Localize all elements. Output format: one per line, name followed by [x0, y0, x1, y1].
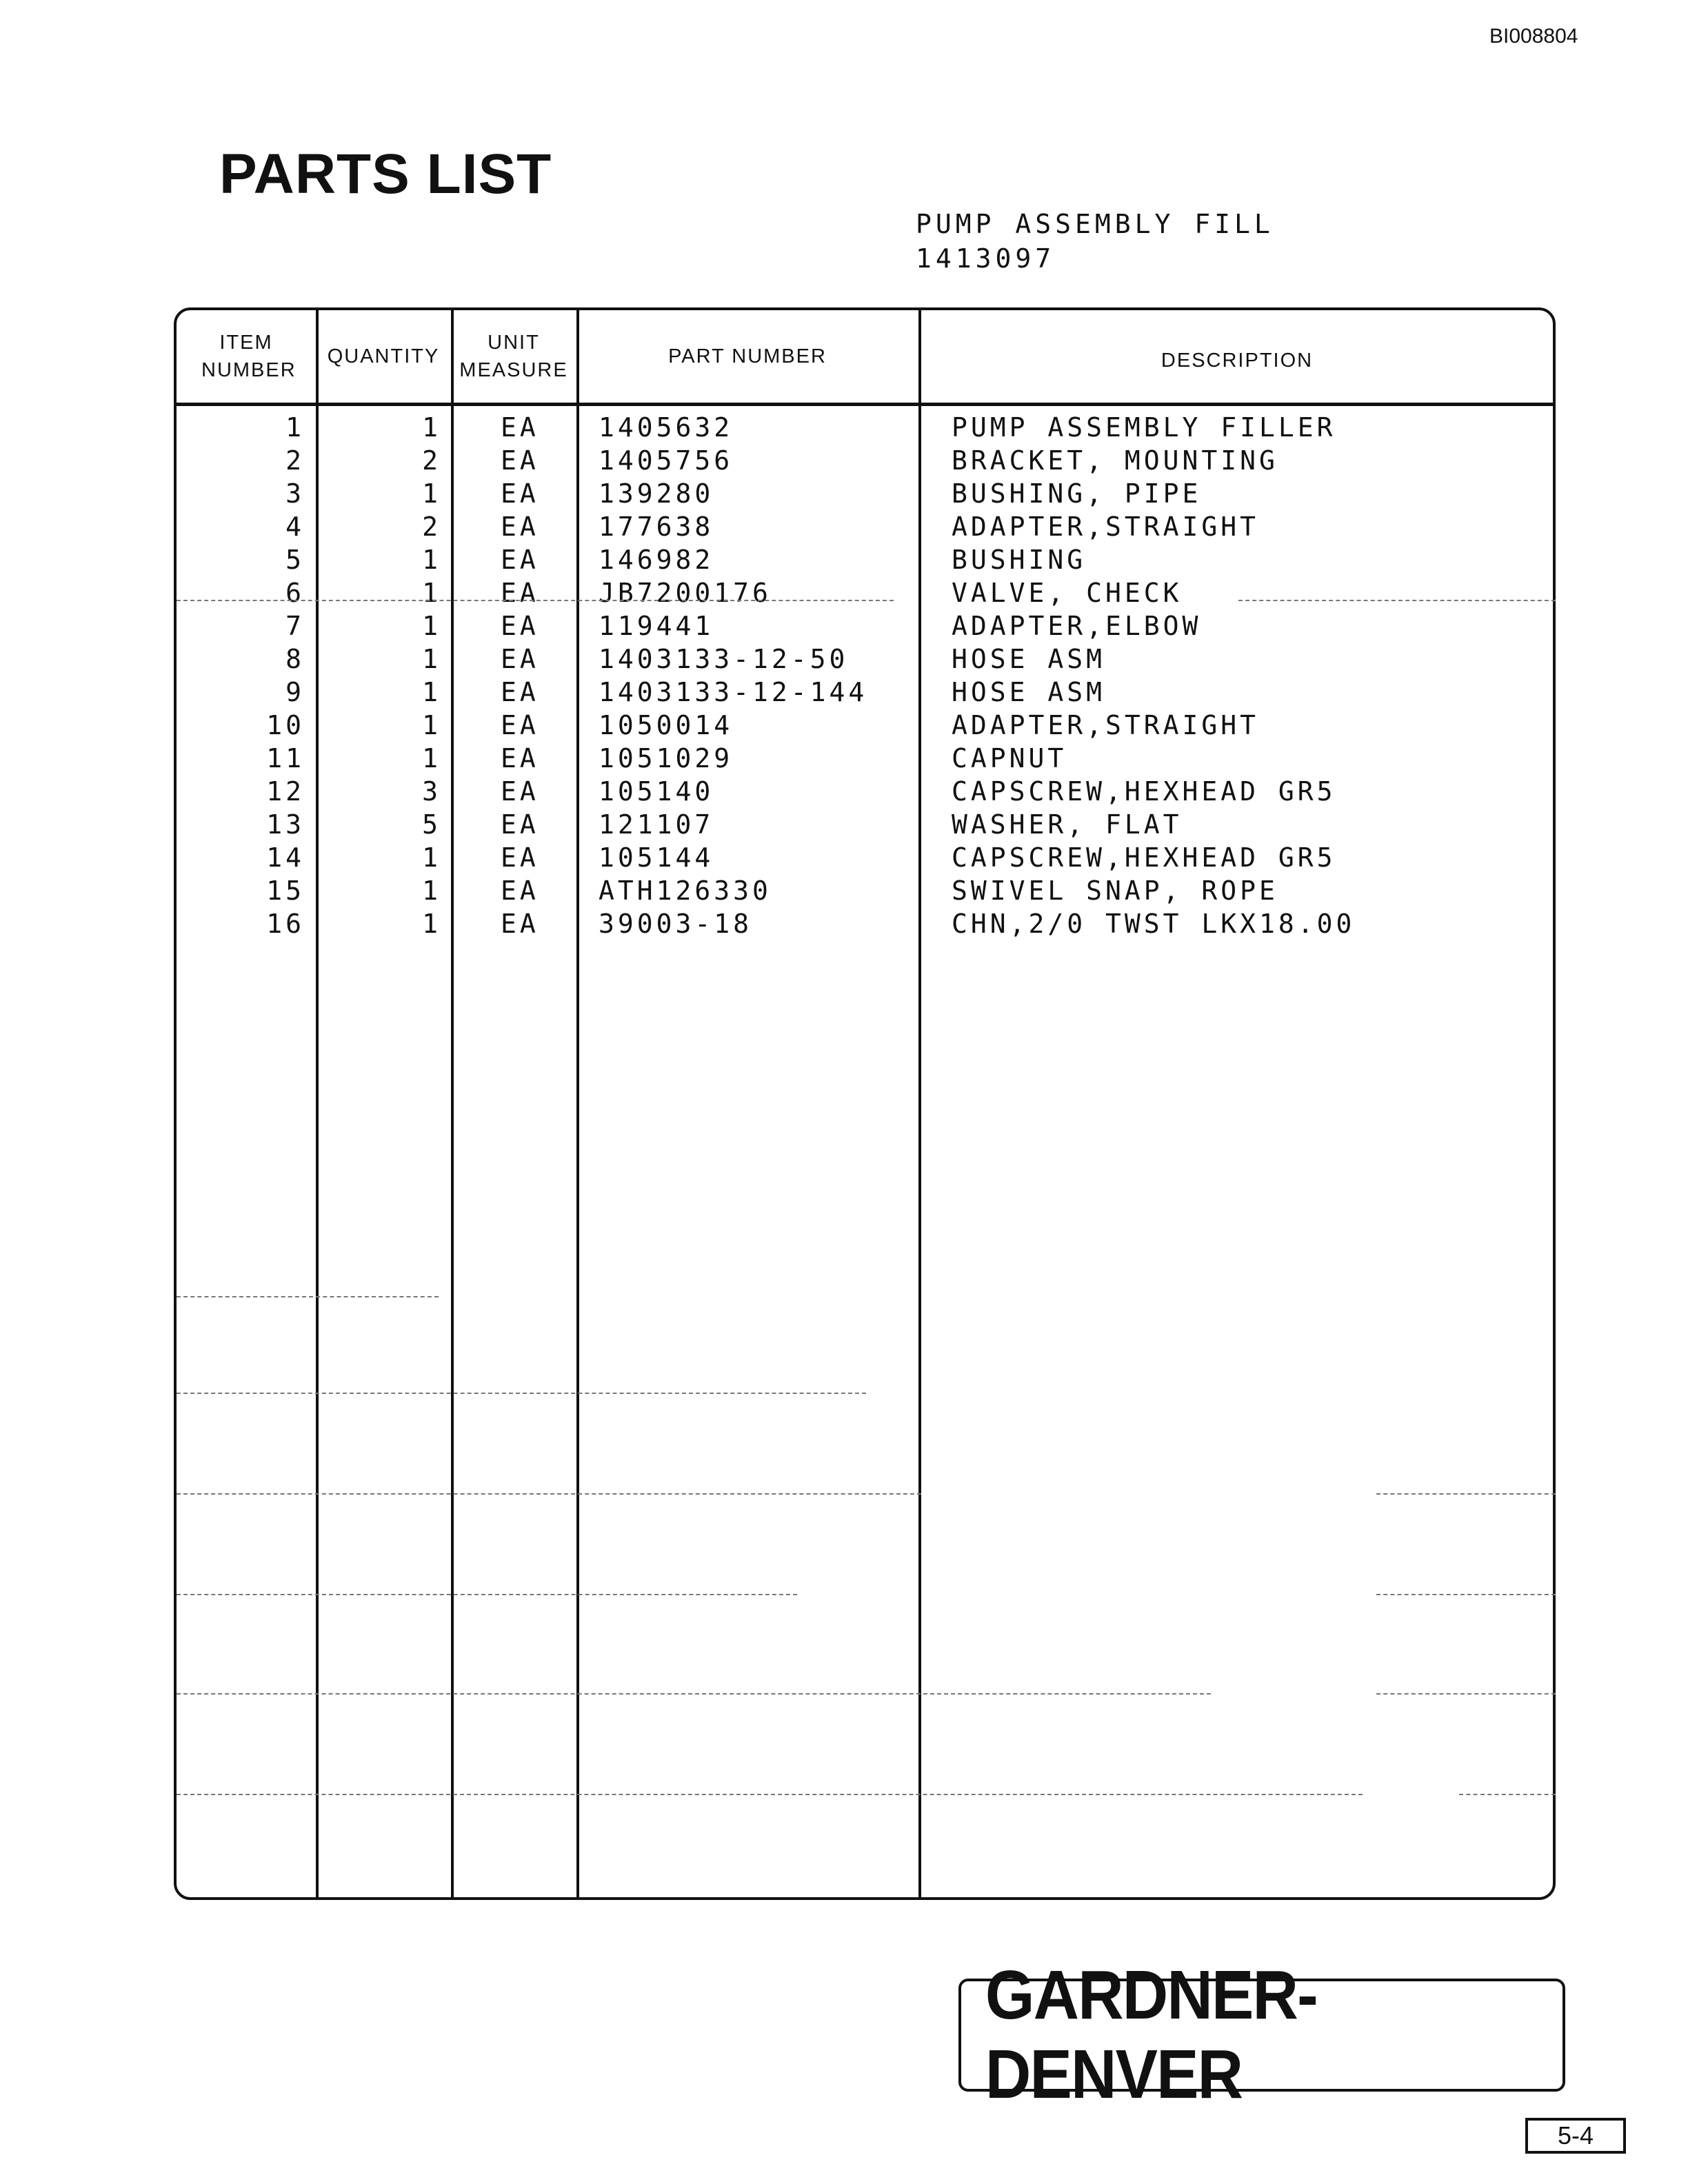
- ruling-line: [177, 1794, 1363, 1795]
- item-number-cell: 14: [266, 842, 305, 873]
- quantity-cell: 3: [422, 776, 441, 807]
- table-row: [177, 710, 1553, 743]
- part-number-cell: 146982: [599, 545, 714, 575]
- description-cell: BUSHING, PIPE: [952, 478, 1202, 509]
- part-number-cell: 139280: [599, 478, 714, 509]
- unit-cell: EA: [501, 578, 539, 608]
- part-number-cell: 1050014: [599, 710, 734, 740]
- item-number-cell: 1: [285, 412, 305, 443]
- table-row: [177, 611, 1553, 644]
- description-cell: HOSE ASM: [952, 644, 1106, 674]
- ruling-line: [1376, 1693, 1556, 1695]
- table-row: [177, 776, 1553, 809]
- description-cell: BUSHING: [952, 545, 1087, 575]
- part-number-cell: 1051029: [599, 743, 734, 774]
- ruling-line: [177, 1296, 439, 1297]
- description-cell: CHN,2/0 TWST LKX18.00: [952, 909, 1356, 939]
- header-quantity: QUANTITY: [327, 345, 440, 367]
- table-row: [177, 876, 1553, 909]
- quantity-cell: 2: [422, 512, 441, 542]
- item-number-cell: 7: [285, 611, 305, 641]
- assembly-number: 1413097: [916, 243, 1056, 274]
- part-number-cell: 1403133-12-144: [599, 677, 868, 707]
- item-number-cell: 4: [285, 512, 305, 542]
- page-title: PARTS LIST: [219, 143, 552, 205]
- quantity-cell: 1: [422, 842, 441, 873]
- unit-cell: EA: [501, 677, 539, 707]
- part-number-cell: 105144: [599, 842, 714, 873]
- quantity-cell: 1: [422, 412, 441, 443]
- unit-cell: EA: [501, 743, 539, 774]
- quantity-cell: 1: [422, 909, 441, 939]
- unit-cell: EA: [501, 545, 539, 575]
- description-cell: VALVE, CHECK: [952, 578, 1183, 608]
- description-cell: CAPSCREW,HEXHEAD GR5: [952, 776, 1336, 807]
- quantity-cell: 1: [422, 578, 441, 608]
- part-number-cell: 1403133-12-50: [599, 644, 849, 674]
- part-number-cell: 121107: [599, 809, 714, 840]
- description-cell: WASHER, FLAT: [952, 809, 1183, 840]
- description-cell: SWIVEL SNAP, ROPE: [952, 876, 1278, 906]
- document-id: BI008804: [1489, 25, 1578, 48]
- unit-cell: EA: [501, 876, 539, 906]
- table-row: [177, 644, 1553, 677]
- item-number-cell: 8: [285, 644, 305, 674]
- ruling-line: [177, 1393, 866, 1394]
- parts-table: [174, 307, 1556, 1900]
- page-number: 5-4: [1525, 2118, 1626, 2154]
- table-row: [177, 909, 1553, 942]
- unit-cell: EA: [501, 478, 539, 509]
- item-number-cell: 11: [266, 743, 305, 774]
- table-row: [177, 545, 1553, 578]
- unit-cell: EA: [501, 842, 539, 873]
- item-number-cell: 13: [266, 809, 305, 840]
- header-part-number: PART NUMBER: [668, 345, 827, 367]
- quantity-cell: 2: [422, 445, 441, 476]
- quantity-cell: 1: [422, 611, 441, 641]
- table-row: [177, 578, 1553, 611]
- quantity-cell: 1: [422, 545, 441, 575]
- table-row: [177, 412, 1553, 445]
- table-row: [177, 512, 1553, 545]
- quantity-cell: 1: [422, 743, 441, 774]
- quantity-cell: 1: [422, 876, 441, 906]
- part-number-cell: JB7200176: [599, 578, 772, 608]
- ruling-line: [1376, 1493, 1556, 1495]
- item-number-cell: 5: [285, 545, 305, 575]
- gardner-denver-logo: [958, 1957, 1565, 2113]
- description-cell: BRACKET, MOUNTING: [952, 445, 1278, 476]
- item-number-cell: 16: [266, 909, 305, 939]
- quantity-cell: 1: [422, 644, 441, 674]
- description-cell: CAPSCREW,HEXHEAD GR5: [952, 842, 1336, 873]
- assembly-name: PUMP ASSEMBLY FILL: [916, 209, 1274, 239]
- ruling-line: [177, 600, 894, 601]
- description-cell: ADAPTER,STRAIGHT: [952, 512, 1260, 542]
- item-number-cell: 12: [266, 776, 305, 807]
- assembly-heading: [916, 207, 1274, 276]
- part-number-cell: 1405756: [599, 445, 734, 476]
- unit-cell: EA: [501, 512, 539, 542]
- table-row: [177, 677, 1553, 710]
- part-number-cell: 119441: [599, 611, 714, 641]
- ruling-line: [177, 1693, 1211, 1695]
- part-number-cell: 39003-18: [599, 909, 753, 939]
- unit-cell: EA: [501, 412, 539, 443]
- description-cell: ADAPTER,ELBOW: [952, 611, 1202, 641]
- item-number-cell: 10: [266, 710, 305, 740]
- ruling-line: [1238, 600, 1556, 601]
- table-row: [177, 445, 1553, 478]
- quantity-cell: 1: [422, 710, 441, 740]
- table-row: [177, 809, 1553, 842]
- description-cell: HOSE ASM: [952, 677, 1106, 707]
- logo-text: GARDNER-DENVER: [985, 1957, 1317, 2113]
- unit-cell: EA: [501, 710, 539, 740]
- ruling-line: [177, 1493, 921, 1495]
- unit-cell: EA: [501, 644, 539, 674]
- table-row: [177, 478, 1553, 512]
- unit-cell: EA: [501, 809, 539, 840]
- ruling-line: [177, 1594, 797, 1595]
- item-number-cell: 6: [285, 578, 305, 608]
- table-row: [177, 743, 1553, 776]
- item-number-cell: 9: [285, 677, 305, 707]
- header-item-number: ITEM NUMBER: [201, 332, 297, 381]
- unit-cell: EA: [501, 611, 539, 641]
- ruling-line: [1459, 1794, 1556, 1795]
- description-cell: CAPNUT: [952, 743, 1067, 774]
- unit-cell: EA: [501, 445, 539, 476]
- description-cell: PUMP ASSEMBLY FILLER: [952, 412, 1336, 443]
- unit-cell: EA: [501, 776, 539, 807]
- item-number-cell: 2: [285, 445, 305, 476]
- part-number-cell: ATH126330: [599, 876, 772, 906]
- description-cell: ADAPTER,STRAIGHT: [952, 710, 1260, 740]
- quantity-cell: 5: [422, 809, 441, 840]
- unit-cell: EA: [501, 909, 539, 939]
- table-row: [177, 842, 1553, 876]
- item-number-cell: 3: [285, 478, 305, 509]
- quantity-cell: 1: [422, 677, 441, 707]
- header-description: DESCRIPTION: [1160, 350, 1314, 372]
- part-number-cell: 105140: [599, 776, 714, 807]
- ruling-line: [1376, 1594, 1556, 1595]
- item-number-cell: 15: [266, 876, 305, 906]
- quantity-cell: 1: [422, 478, 441, 509]
- part-number-cell: 177638: [599, 512, 714, 542]
- header-unit-measure: UNIT MEASURE: [459, 332, 568, 381]
- part-number-cell: 1405632: [599, 412, 734, 443]
